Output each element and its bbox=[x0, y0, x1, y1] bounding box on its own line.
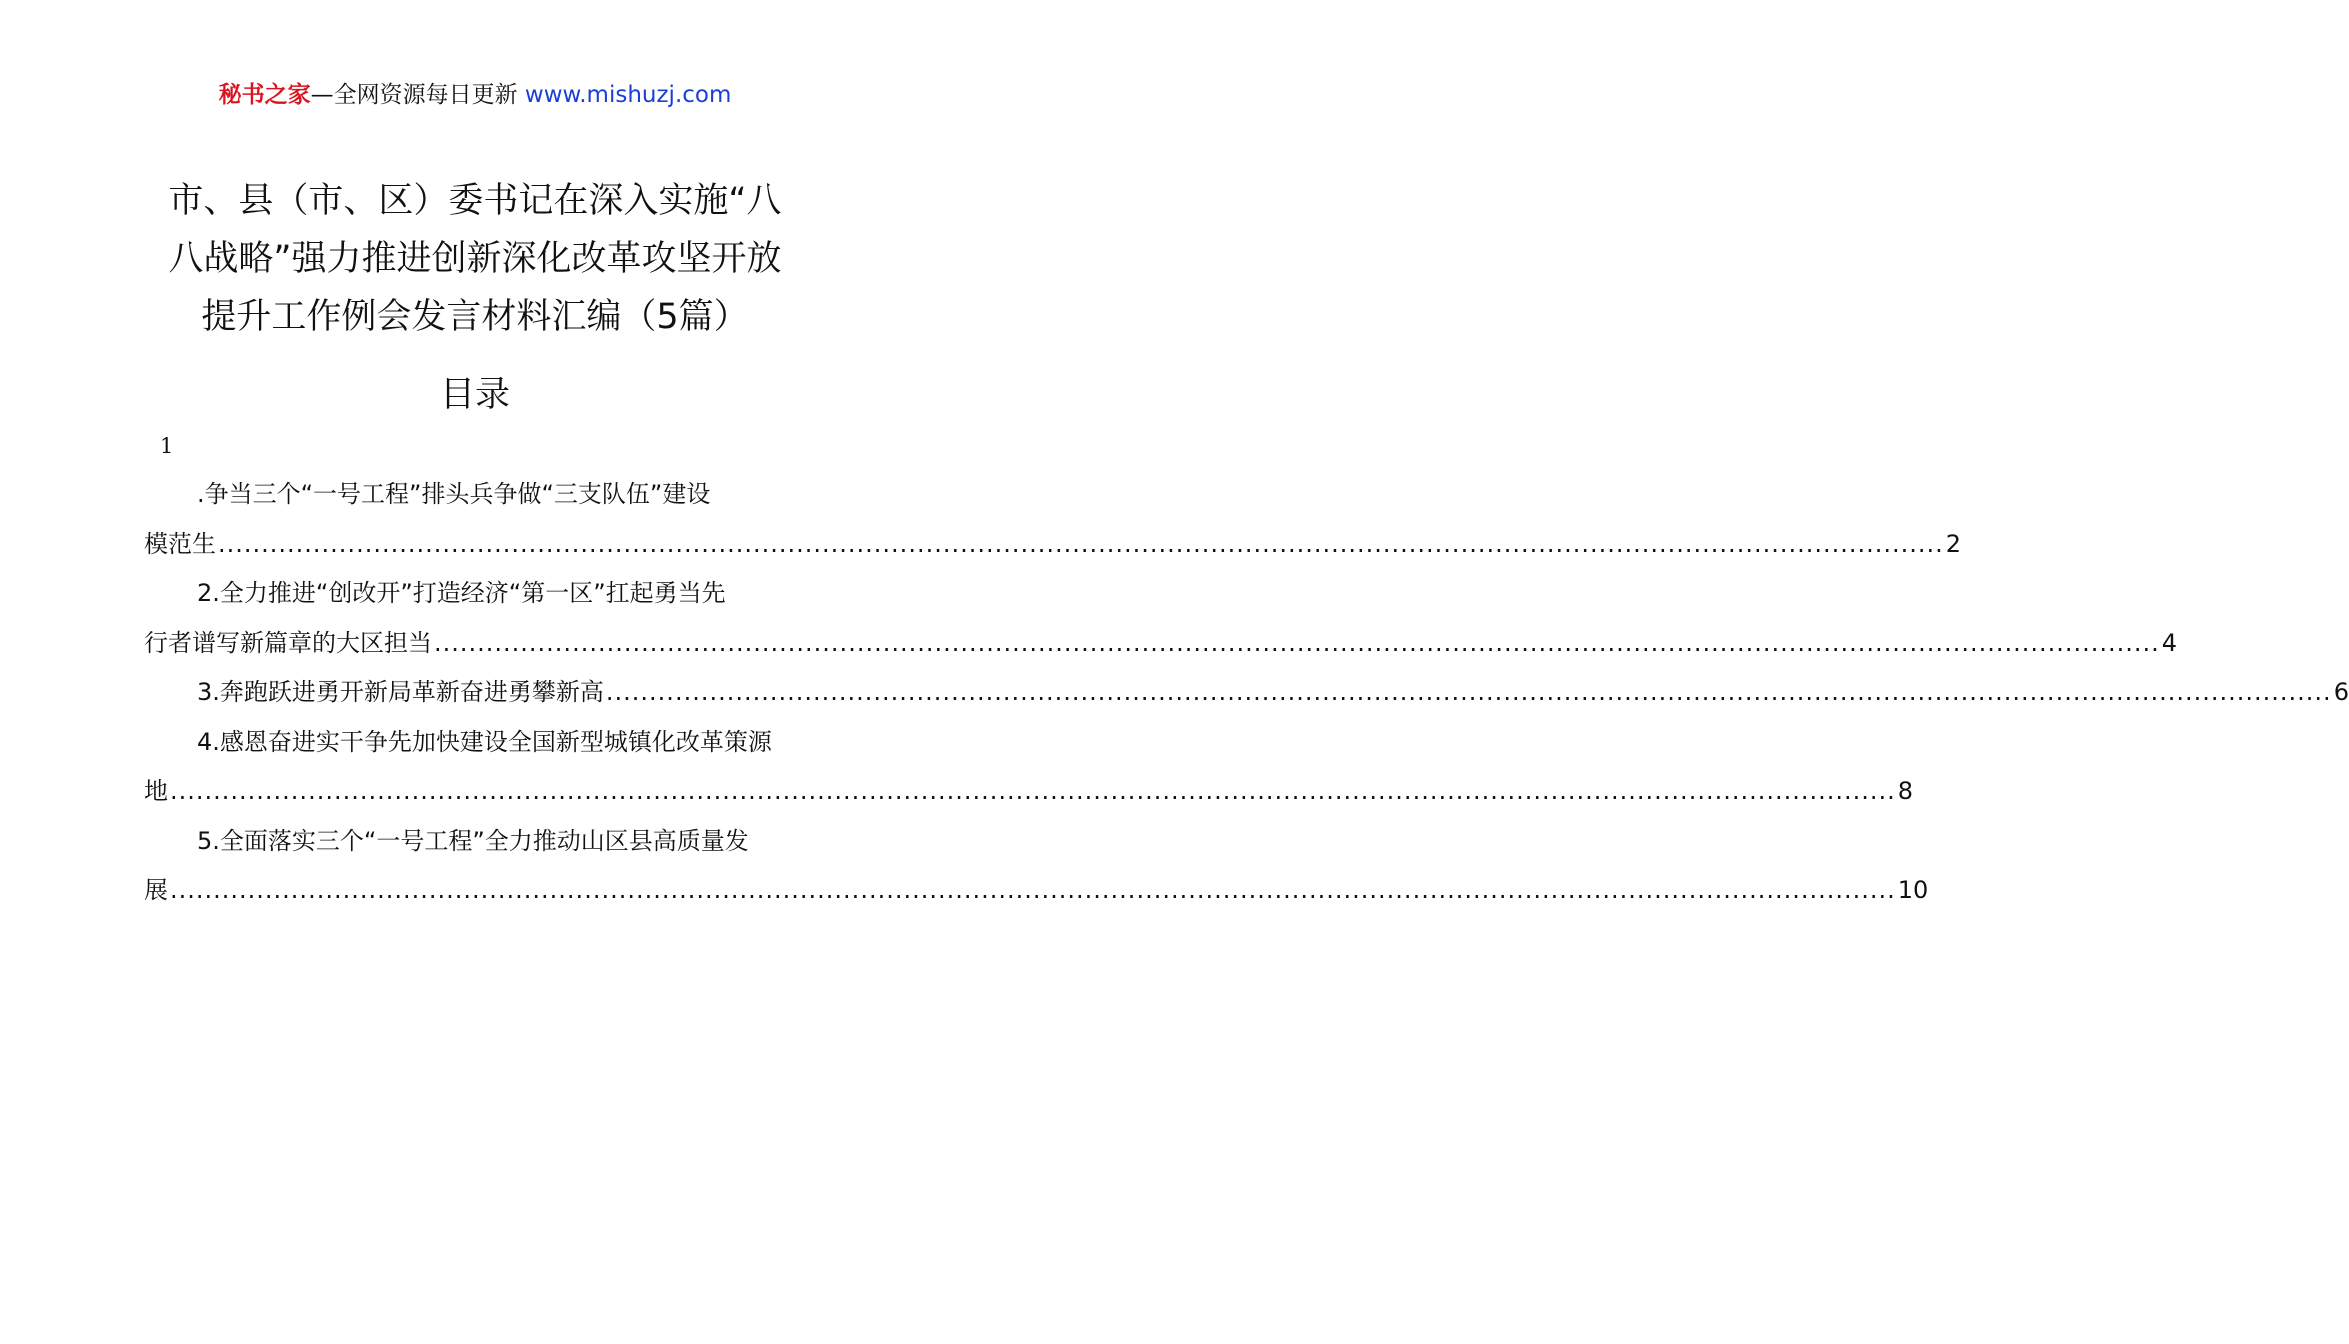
toc-page-number[interactable]: 4 bbox=[2161, 628, 2178, 657]
title-line-1: 市、县（市、区）委书记在深入实施“八 bbox=[168, 181, 782, 221]
toc-entry-title-line2[interactable]: 行者谱写新篇章的大区担当 bbox=[144, 628, 432, 657]
table-of-contents bbox=[144, 470, 2349, 916]
toc-entry-title-line2[interactable]: 展 bbox=[144, 876, 168, 904]
footnote-number: 1 bbox=[160, 434, 174, 458]
title-line-3: 提升工作例会发言材料汇编（5篇） bbox=[201, 297, 749, 337]
toc-entry-3[interactable] bbox=[144, 668, 2349, 718]
toc-page-number[interactable]: 8 bbox=[1897, 777, 1914, 805]
site-name: 秘书之家 bbox=[218, 82, 311, 108]
document-title bbox=[140, 172, 810, 346]
toc-entry-2[interactable] bbox=[144, 569, 2178, 668]
toc-leader-dots: ........................................................................................................................................................................................................ bbox=[170, 876, 1896, 904]
toc-entry-title-line1[interactable]: 3.奔跑跃进勇开新局革新奋进勇攀新高 bbox=[197, 678, 604, 706]
toc-entry-title-line1[interactable]: 5.全面落实三个“一号工程”全力推动山区县高质量发 bbox=[197, 826, 749, 855]
site-url-link[interactable]: www.mishuzj.com bbox=[517, 82, 732, 108]
toc-entry-title-line2[interactable]: 地 bbox=[144, 777, 168, 805]
toc-entry-title-line1[interactable]: .争当三个“一号工程”排头兵争做“三支队伍”建设 bbox=[197, 480, 711, 508]
toc-entry-title-line1[interactable]: 2.全力推进“创改开”打造经济“第一区”扛起勇当先 bbox=[197, 579, 726, 607]
toc-entry-1[interactable] bbox=[144, 470, 1962, 569]
toc-page-number[interactable]: 10 bbox=[1897, 876, 1929, 904]
toc-leader-dots: ........................................................................................................................................................................................................ bbox=[434, 628, 2160, 657]
site-tagline: —全网资源每日更新 bbox=[310, 82, 518, 108]
toc-page-number[interactable]: 2 bbox=[1945, 529, 1962, 558]
toc-entry-4[interactable] bbox=[144, 718, 1914, 817]
site-header bbox=[0, 78, 950, 112]
toc-page-number[interactable]: 6 bbox=[2333, 678, 2349, 706]
toc-leader-dots: ........................................................................................................................................................................................................ bbox=[218, 529, 1944, 558]
toc-leader-dots: ........................................................................................................................................................................................................ bbox=[170, 777, 1896, 805]
toc-leader-dots: ........................................................................................................................................................................................................ bbox=[605, 678, 2332, 706]
toc-entry-title-line2[interactable]: 模范生 bbox=[144, 529, 216, 558]
title-line-2: 八战略”强力推进创新深化改革攻坚开放 bbox=[168, 239, 782, 279]
toc-heading: 目录 bbox=[439, 375, 510, 415]
toc-entry-5[interactable] bbox=[144, 817, 1929, 916]
toc-entry-title-line1[interactable]: 4.感恩奋进实干争先加快建设全国新型城镇化改革策源 bbox=[197, 727, 772, 756]
